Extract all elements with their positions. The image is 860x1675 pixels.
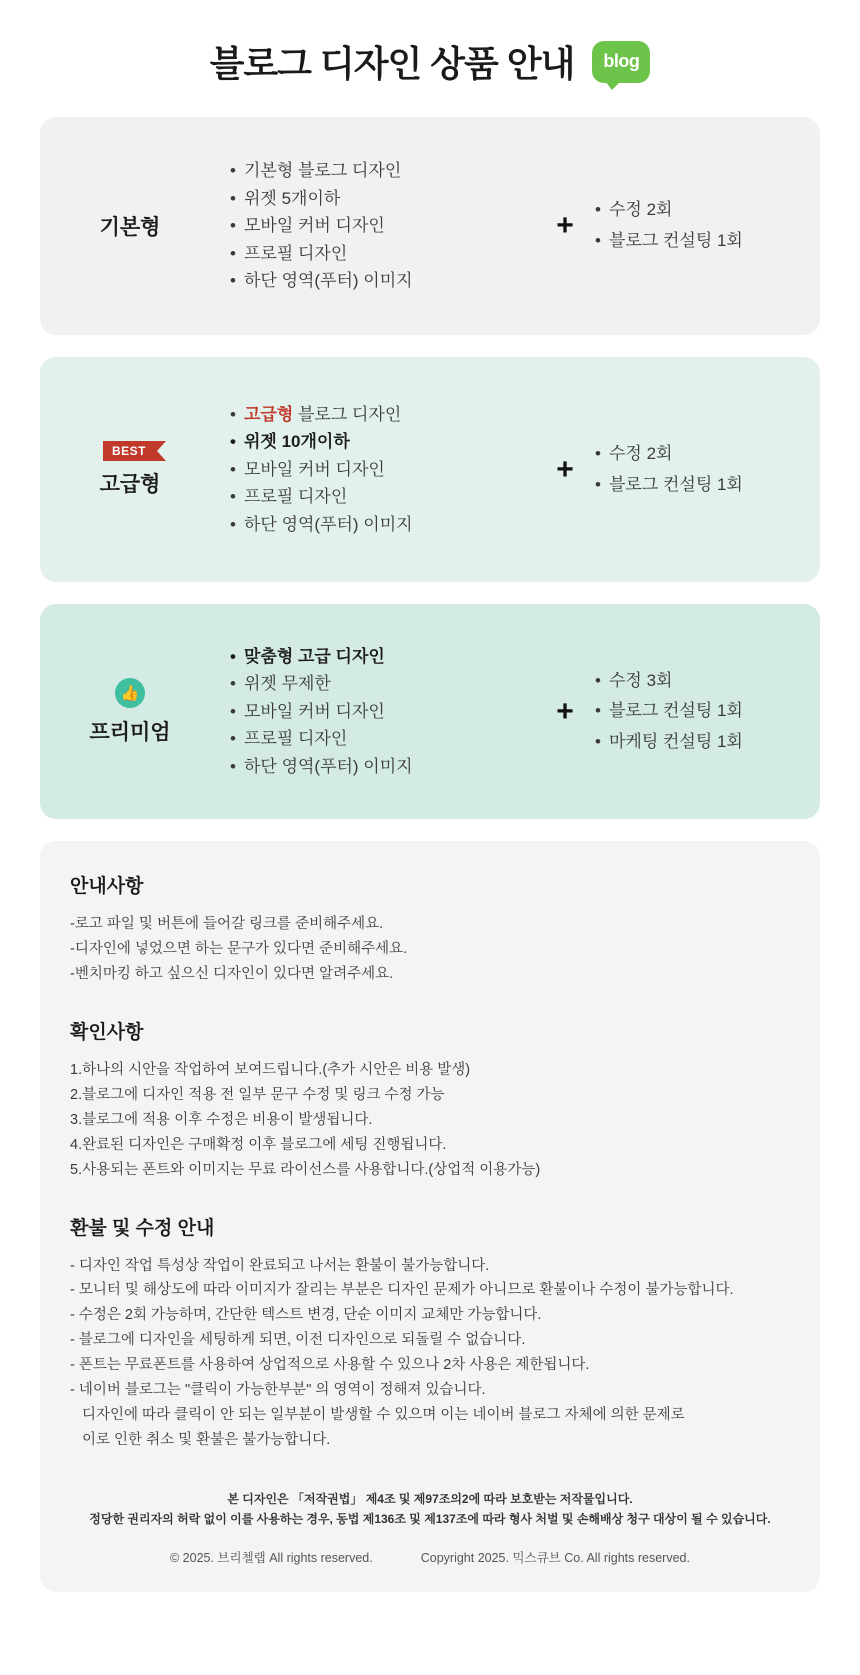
feature-item: • 위젯 10개이하 [230,428,535,456]
copyright-right: Copyright 2025. 믹스큐브 Co. All rights reserved. [420,1550,690,1565]
feature-strong: 위젯 10개 [244,432,317,452]
notice-line: 1.하나의 시안을 작업하여 보여드립니다.(추가 시안은 비용 발생) [70,1061,471,1078]
legal-notice [70,1489,790,1530]
feature-item: • 고급형 블로그 디자인 [230,401,535,429]
feature-item: • 프로필 디자인 [230,725,535,753]
feature-item: • 모바일 커버 디자인 [230,698,535,726]
feature-item: • 기본형 블로그 디자인 [230,157,535,185]
page-title: 블로그 디자인 상품 안내 [209,43,575,84]
plan-card-advanced [40,357,820,582]
plan-basic-name: 기본형 [99,216,161,239]
best-badge: BEST [103,441,157,461]
feature-item: • 모바일 커버 디자인 [230,456,535,484]
feature-item: • 위젯 5개이하 [230,185,535,213]
notice-subline: 디자인에 따라 클릭이 안 되는 일부분이 발생할 수 있으며 이는 네이버 블로그 자체에 의한 문제로 [82,1407,685,1424]
notice-line: 2.블로그에 디자인 적용 전 일부 문구 수정 및 링크 수정 가능 [70,1086,445,1103]
feature-item: • 위젯 무제한 [230,670,535,698]
copyright-row [70,1548,790,1566]
extra-item: • 블로그 컨설팅 1회 [595,696,804,727]
extra-item: • 수정 3회 [595,666,804,697]
plan-basic-header [50,211,210,241]
plan-basic-features [210,157,535,295]
notice-line: - 네이버 블로그는 "클릭이 가능한부분" 의 영역이 정해져 있습니다. [70,1382,486,1399]
feature-item: • 프로필 디자인 [230,483,535,511]
notice-line: -벤치마킹 하고 싶으신 디자인이 있다면 알려주세요. [70,965,394,982]
notice-line: 3.블로그에 적용 이후 수정은 비용이 발생됩니다. [70,1111,373,1128]
notice-subline: 이로 인한 취소 및 환불은 불가능합니다. [82,1432,331,1449]
feature-item: • 하단 영역(푸터) 이미지 [230,511,535,539]
feature-item: • 하단 영역(푸터) 이미지 [230,753,535,781]
blog-logo-icon [592,41,650,83]
plan-premium-header [50,678,210,746]
plan-advanced-plus: + [556,452,574,486]
notice-section-title: 안내사항 [70,876,144,897]
feature-item: • 하단 영역(푸터) 이미지 [230,267,535,295]
plan-basic-plus: + [556,209,574,242]
notice-line: 4.완료된 디자인은 구매확정 이후 블로그에 세팅 진행됩니다. [70,1136,447,1153]
extra-item: • 마케팅 컨설팅 1회 [595,727,804,758]
notice-line: - 모니터 및 해상도에 따라 이미지가 잘리는 부분은 디자인 문제가 아니므로 환불이나 수정이 불가능합니다. [70,1282,734,1299]
plan-advanced-header [50,441,210,498]
extra-item: • 수정 2회 [595,439,804,470]
notice-line: 5.사용되는 폰트와 이미지는 무료 라이선스를 사용합니다.(상업적 이용가능) [70,1161,541,1178]
plan-basic-extras [595,195,810,256]
notice-line: -로고 파일 및 버튼에 들어갈 링크를 준비해주세요. [70,916,384,932]
extra-item: • 블로그 컨설팅 1회 [595,226,804,257]
plan-premium-features [210,643,535,781]
plan-premium-name: 프리미엄 [89,720,171,744]
thumbs-up-icon: 👍 [115,678,145,708]
notice-panel [40,841,820,1592]
feature-item: • 프로필 디자인 [230,240,535,268]
plan-card-premium [40,604,820,819]
plan-advanced-name: 고급형 [99,473,161,496]
blog-logo-label: blog [603,51,640,71]
plan-premium-plus: + [556,694,574,728]
page-header [40,0,820,117]
extra-item: • 수정 2회 [595,195,804,226]
feature-item: • 모바일 커버 디자인 [230,212,535,240]
legal-line: 본 디자인은 「저작권법」 제4조 및 제97조의2에 따라 보호받는 저작물입니다. [227,1492,633,1506]
legal-line: 정당한 권리자의 허락 없이 이를 사용하는 경우, 동법 제136조 및 제137조에 따라 형사 처벌 및 손해배상 청구 대상이 될 수 있습니다. [89,1512,771,1527]
feature-item: • 맞춤형 고급 디자인 [230,643,535,671]
extra-item: • 블로그 컨설팅 1회 [595,470,804,501]
notice-section-title: 환불 및 수정 안내 [70,1217,215,1239]
plan-advanced-features [210,401,535,539]
plan-card-basic [40,117,820,335]
plan-advanced-extras [595,439,810,500]
notice-line: - 디자인 작업 특성상 작업이 완료되고 나서는 환불이 불가능합니다. [70,1257,490,1274]
plan-premium-extras [595,666,810,758]
copyright-left: © 2025. 브리첼랩 All rights reserved. [170,1550,373,1565]
feature-highlight: 고급형 [244,404,294,424]
notice-line: - 수정은 2회 가능하며, 간단한 텍스트 변경, 단순 이미지 교체만 가능합니다. [70,1307,542,1324]
notice-section-title: 확인사항 [70,1021,144,1043]
notice-line: - 폰트는 무료폰트를 사용하여 상업적으로 사용할 수 있으나 2차 사용은 제한됩니다. [70,1357,590,1374]
notice-line: - 블로그에 디자인을 세팅하게 되면, 이전 디자인으로 되돌릴 수 없습니다. [70,1332,526,1349]
notice-line: -디자인에 넣었으면 하는 문구가 있다면 준비해주세요. [70,940,408,957]
